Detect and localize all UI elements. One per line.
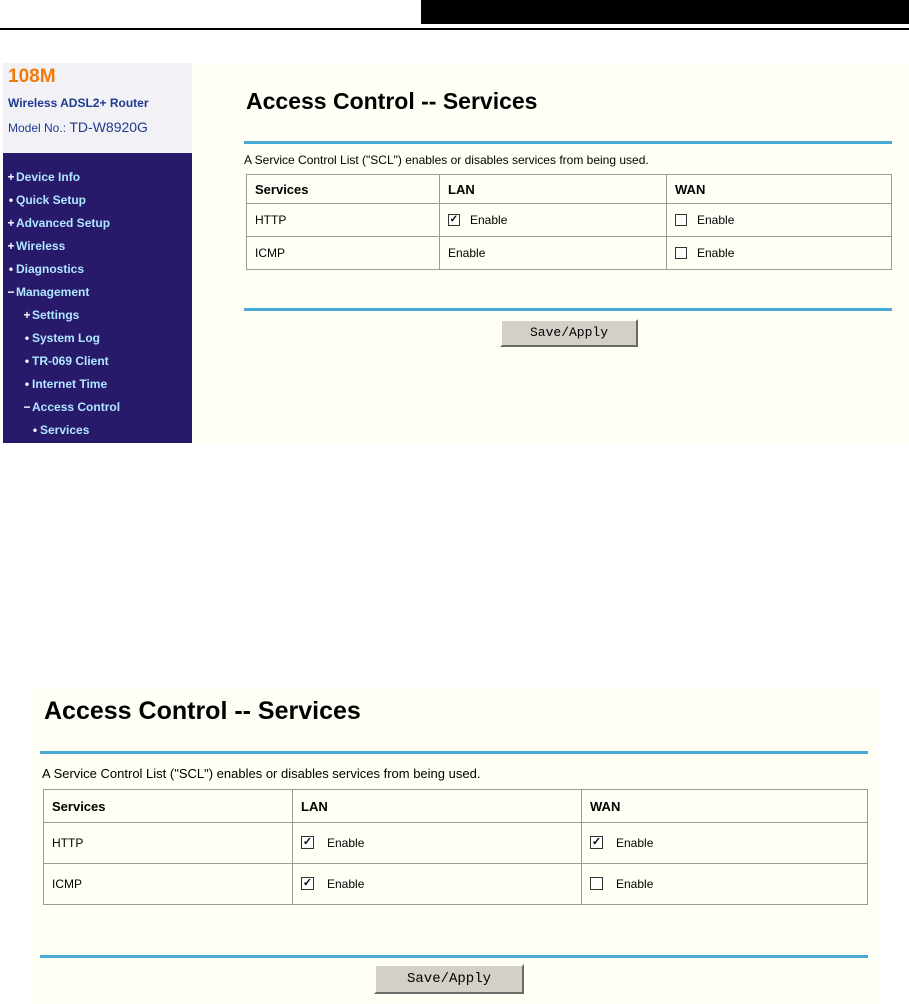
sidebar-item-label: Internet Time bbox=[32, 377, 108, 391]
nav-bullet-icon: − bbox=[23, 400, 31, 414]
sidebar-item-device-info[interactable] bbox=[3, 166, 192, 189]
save-apply-button[interactable]: Save/Apply bbox=[500, 319, 638, 347]
model-label: Model No.: bbox=[8, 121, 67, 135]
sidebar-item-label: System Log bbox=[32, 331, 101, 345]
sidebar-item-label: Advanced Setup bbox=[16, 216, 111, 230]
nav-bullet-icon: + bbox=[7, 239, 15, 253]
sidebar-item-internet-time[interactable] bbox=[3, 373, 192, 396]
sidebar-item-label: Services bbox=[40, 423, 90, 437]
page-title: Access Control -- Services bbox=[44, 697, 361, 725]
sidebar-item-label: Quick Setup bbox=[16, 193, 87, 207]
page-title: Access Control -- Services bbox=[246, 88, 538, 114]
nav-bullet-icon: • bbox=[8, 193, 14, 207]
services-panel-screenshot bbox=[32, 687, 877, 1004]
wan-cell bbox=[582, 864, 868, 905]
wan-cell bbox=[667, 237, 892, 270]
checkbox-label: Enable bbox=[327, 876, 365, 891]
table-row bbox=[44, 864, 868, 905]
divider-bottom bbox=[40, 955, 868, 958]
column-header-services: Services bbox=[44, 790, 293, 823]
service-name-cell: HTTP bbox=[247, 204, 440, 237]
checkbox-label: Enable bbox=[616, 876, 654, 891]
nav-bullet-icon: • bbox=[24, 377, 30, 391]
router-page-screenshot bbox=[0, 63, 909, 443]
column-header-wan: WAN bbox=[582, 790, 868, 823]
lan-cell bbox=[440, 204, 667, 237]
table-row bbox=[247, 237, 892, 270]
brand-model-line: 108M bbox=[8, 66, 56, 87]
column-header-lan: LAN bbox=[440, 175, 667, 204]
icmp-wan-checkbox[interactable] bbox=[675, 247, 687, 259]
column-header-lan: LAN bbox=[293, 790, 582, 823]
save-apply-button[interactable]: Save/Apply bbox=[374, 964, 524, 994]
nav-bullet-icon: • bbox=[32, 423, 38, 437]
nav-bullet-icon: + bbox=[7, 216, 15, 230]
lan-cell bbox=[440, 237, 667, 270]
services-table bbox=[246, 174, 892, 270]
sidebar-item-label: Diagnostics bbox=[16, 262, 85, 276]
nav-bullet-icon: • bbox=[24, 331, 30, 345]
icmp-lan-checkbox[interactable]: ✓ bbox=[302, 877, 313, 890]
brand-panel bbox=[3, 63, 192, 153]
services-table bbox=[43, 789, 868, 905]
sidebar-nav bbox=[3, 166, 192, 442]
column-header-services: Services bbox=[247, 175, 440, 204]
table-row bbox=[247, 204, 892, 237]
divider-bottom bbox=[244, 308, 892, 311]
table-header-row bbox=[44, 790, 868, 823]
brand-subtitle: Wireless ADSL2+ Router bbox=[8, 96, 149, 110]
sidebar-item-label: Wireless bbox=[16, 239, 66, 253]
sidebar-item-system-log[interactable] bbox=[3, 327, 192, 350]
manual-header-bar bbox=[421, 0, 909, 24]
sidebar-item-services[interactable] bbox=[3, 419, 192, 442]
lan-cell bbox=[293, 864, 582, 905]
sidebar-item-label: Management bbox=[16, 285, 90, 299]
sidebar-item-label: Device Info bbox=[16, 170, 81, 184]
sidebar-item-label: Settings bbox=[32, 308, 80, 322]
sidebar-item-diagnostics[interactable] bbox=[3, 258, 192, 281]
checkbox-label: Enable bbox=[616, 835, 654, 850]
main-panel bbox=[192, 63, 909, 443]
checkbox-label: Enable bbox=[470, 213, 508, 227]
model-value: TD-W8920G bbox=[69, 119, 148, 135]
manual-header-rule bbox=[0, 28, 909, 30]
sidebar-item-access-control[interactable] bbox=[3, 396, 192, 419]
nav-bullet-icon: • bbox=[24, 354, 30, 368]
service-name-cell: ICMP bbox=[44, 864, 293, 905]
column-header-wan: WAN bbox=[667, 175, 892, 204]
sidebar-item-label: Access Control bbox=[32, 400, 121, 414]
http-wan-checkbox[interactable] bbox=[675, 214, 687, 226]
nav-bullet-icon: + bbox=[23, 308, 31, 322]
checkbox-label: Enable bbox=[697, 213, 735, 227]
http-lan-checkbox[interactable]: ✓ bbox=[449, 213, 459, 225]
lan-cell bbox=[293, 823, 582, 864]
divider-top bbox=[40, 751, 868, 754]
wan-cell bbox=[582, 823, 868, 864]
nav-bullet-icon: • bbox=[8, 262, 14, 276]
sidebar-item-label: TR-069 Client bbox=[32, 354, 109, 368]
page-description: A Service Control List ("SCL") enables or disables services from being used. bbox=[42, 766, 481, 781]
divider-top bbox=[244, 141, 892, 144]
brand-model-row bbox=[8, 119, 148, 135]
nav-bullet-icon: − bbox=[7, 285, 15, 299]
sidebar bbox=[3, 63, 192, 443]
nav-bullet-icon: + bbox=[7, 170, 15, 184]
http-lan-checkbox[interactable]: ✓ bbox=[302, 836, 313, 849]
http-wan-checkbox[interactable]: ✓ bbox=[591, 836, 602, 849]
sidebar-item-advanced-setup[interactable] bbox=[3, 212, 192, 235]
page-description: A Service Control List ("SCL") enables or disables services from being used. bbox=[244, 153, 649, 167]
sidebar-item-wireless[interactable] bbox=[3, 235, 192, 258]
table-row bbox=[44, 823, 868, 864]
lan-static-label: Enable bbox=[448, 246, 486, 260]
service-name-cell: HTTP bbox=[44, 823, 293, 864]
sidebar-item-tr-069-client[interactable] bbox=[3, 350, 192, 373]
sidebar-item-management[interactable] bbox=[3, 281, 192, 304]
checkbox-label: Enable bbox=[697, 246, 735, 260]
table-header-row bbox=[247, 175, 892, 204]
sidebar-item-settings[interactable] bbox=[3, 304, 192, 327]
sidebar-item-quick-setup[interactable] bbox=[3, 189, 192, 212]
icmp-wan-checkbox[interactable] bbox=[590, 877, 603, 890]
service-name-cell: ICMP bbox=[247, 237, 440, 270]
checkbox-label: Enable bbox=[327, 835, 365, 850]
wan-cell bbox=[667, 204, 892, 237]
